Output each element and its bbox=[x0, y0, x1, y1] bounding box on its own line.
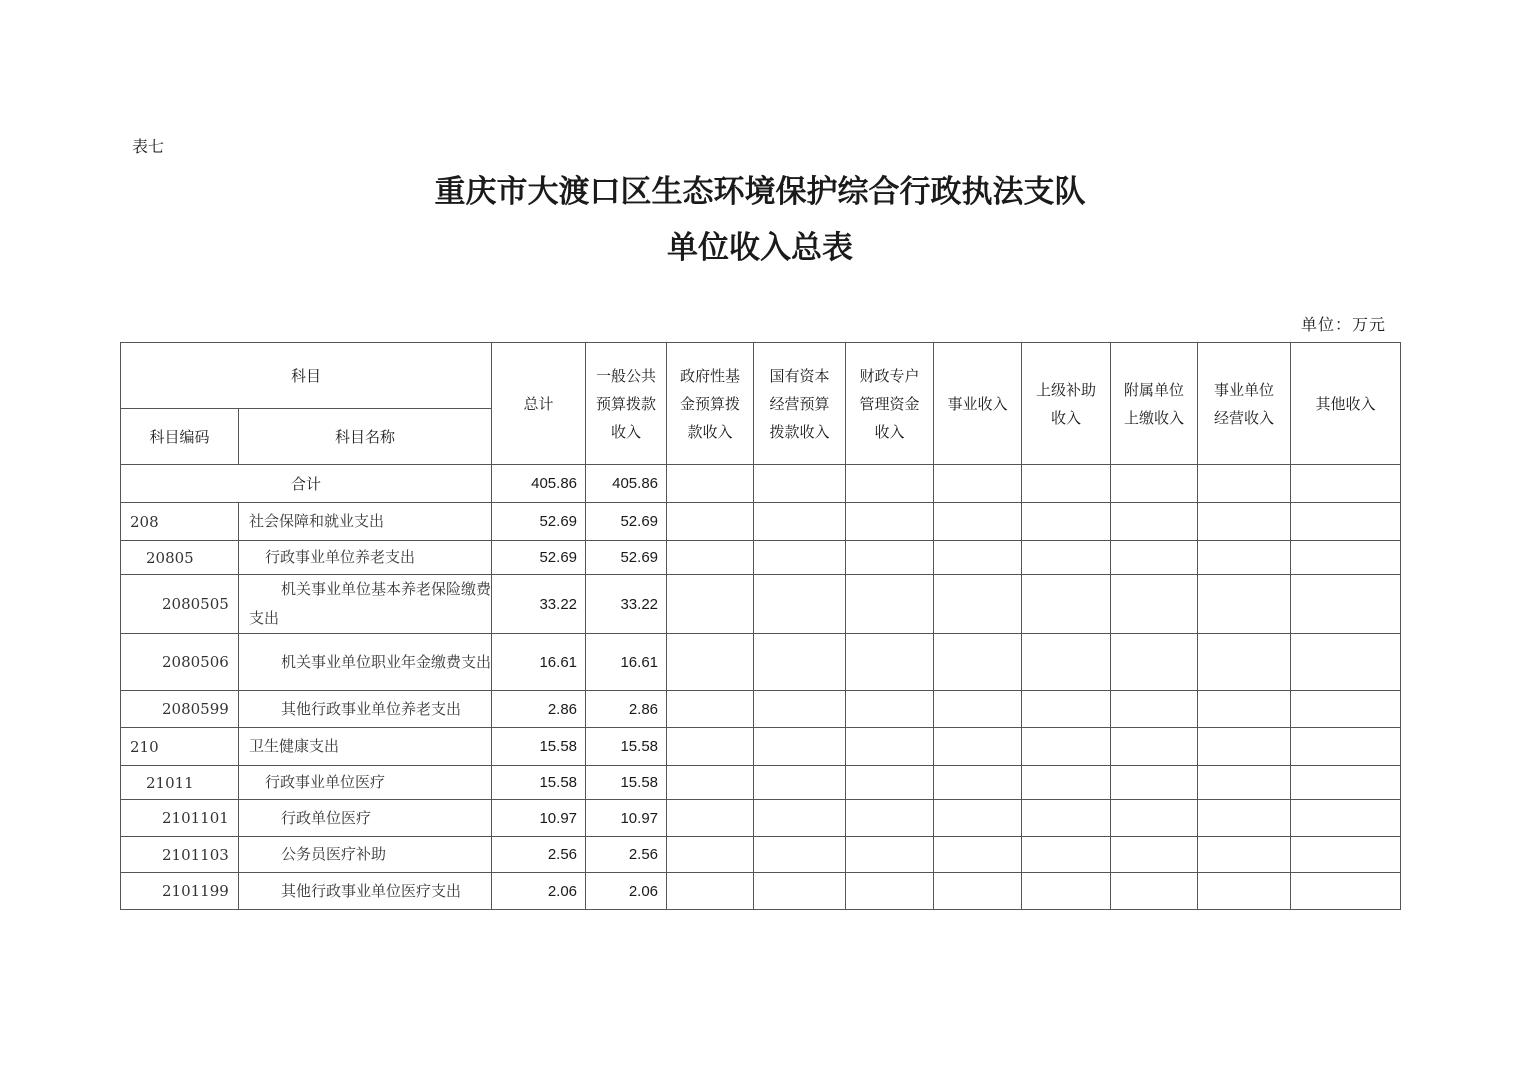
unit-label: 单位：万元 bbox=[1301, 315, 1387, 334]
table-row bbox=[121, 575, 1401, 634]
header-name: 科目名称 bbox=[239, 409, 492, 465]
row-code: 210 bbox=[121, 728, 239, 766]
table-row bbox=[121, 634, 1401, 691]
income-summary-table bbox=[120, 342, 1401, 910]
table-row bbox=[121, 541, 1401, 575]
row-total: 15.58 bbox=[492, 728, 586, 766]
row-code: 208 bbox=[121, 503, 239, 541]
row-code: 2080505 bbox=[121, 575, 239, 634]
row-total: 52.69 bbox=[492, 503, 586, 541]
row-code: 21011 bbox=[121, 766, 239, 800]
row-total: 10.97 bbox=[492, 800, 586, 837]
row-name: 其他行政事业单位养老支出 bbox=[239, 691, 492, 728]
row-name: 机关事业单位基本养老保险缴费支出 bbox=[239, 575, 492, 634]
row-total: 33.22 bbox=[492, 575, 586, 634]
row-code: 2101199 bbox=[121, 873, 239, 910]
header-subject: 科目 bbox=[121, 343, 492, 409]
row-total: 2.56 bbox=[492, 837, 586, 873]
header-affiliated: 附属单位上缴收入 bbox=[1111, 343, 1198, 465]
row-name: 社会保障和就业支出 bbox=[239, 503, 492, 541]
header-total: 总计 bbox=[492, 343, 586, 465]
row-total: 16.61 bbox=[492, 634, 586, 691]
row-general: 10.97 bbox=[586, 800, 667, 837]
row-general: 16.61 bbox=[586, 634, 667, 691]
row-code: 2080506 bbox=[121, 634, 239, 691]
row-name: 行政事业单位医疗 bbox=[239, 766, 492, 800]
row-general: 33.22 bbox=[586, 575, 667, 634]
table-row bbox=[121, 728, 1401, 766]
header-general-budget: 一般公共预算拨款收入 bbox=[586, 343, 667, 465]
row-code: 2080599 bbox=[121, 691, 239, 728]
table-number-label: 表七 bbox=[132, 137, 165, 156]
row-name: 其他行政事业单位医疗支出 bbox=[239, 873, 492, 910]
row-code: 2101103 bbox=[121, 837, 239, 873]
row-name: 行政事业单位养老支出 bbox=[239, 541, 492, 575]
header-code: 科目编码 bbox=[121, 409, 239, 465]
row-total: 15.58 bbox=[492, 766, 586, 800]
header-fiscal-special: 财政专户管理资金收入 bbox=[846, 343, 934, 465]
table-row bbox=[121, 800, 1401, 837]
header-business-income: 事业收入 bbox=[934, 343, 1022, 465]
row-name: 机关事业单位职业年金缴费支出 bbox=[239, 634, 492, 691]
table-row bbox=[121, 837, 1401, 873]
header-superior-subsidy: 上级补助收入 bbox=[1022, 343, 1111, 465]
row-general: 52.69 bbox=[586, 503, 667, 541]
row-name: 行政单位医疗 bbox=[239, 800, 492, 837]
total-general: 405.86 bbox=[586, 465, 667, 503]
row-code: 2101101 bbox=[121, 800, 239, 837]
row-general: 2.06 bbox=[586, 873, 667, 910]
row-general: 2.86 bbox=[586, 691, 667, 728]
table-row bbox=[121, 873, 1401, 910]
row-general: 15.58 bbox=[586, 766, 667, 800]
row-total: 2.06 bbox=[492, 873, 586, 910]
row-general: 2.56 bbox=[586, 837, 667, 873]
header-state-capital: 国有资本经营预算拨款收入 bbox=[754, 343, 846, 465]
row-total: 52.69 bbox=[492, 541, 586, 575]
header-other: 其他收入 bbox=[1291, 343, 1401, 465]
row-code: 20805 bbox=[121, 541, 239, 575]
table-row-total bbox=[121, 465, 1401, 503]
table-row bbox=[121, 691, 1401, 728]
header-gov-fund: 政府性基金预算拨款收入 bbox=[667, 343, 754, 465]
table-row bbox=[121, 503, 1401, 541]
table-row bbox=[121, 766, 1401, 800]
row-general: 15.58 bbox=[586, 728, 667, 766]
page-title: 重庆市大渡口区生态环境保护综合行政执法支队 bbox=[434, 174, 1086, 210]
page-subtitle: 单位收入总表 bbox=[667, 230, 853, 266]
row-name: 卫生健康支出 bbox=[239, 728, 492, 766]
header-business-operation: 事业单位经营收入 bbox=[1198, 343, 1291, 465]
row-general: 52.69 bbox=[586, 541, 667, 575]
row-total: 2.86 bbox=[492, 691, 586, 728]
row-name: 公务员医疗补助 bbox=[239, 837, 492, 873]
total-value: 405.86 bbox=[492, 465, 586, 503]
total-label: 合计 bbox=[121, 465, 492, 503]
